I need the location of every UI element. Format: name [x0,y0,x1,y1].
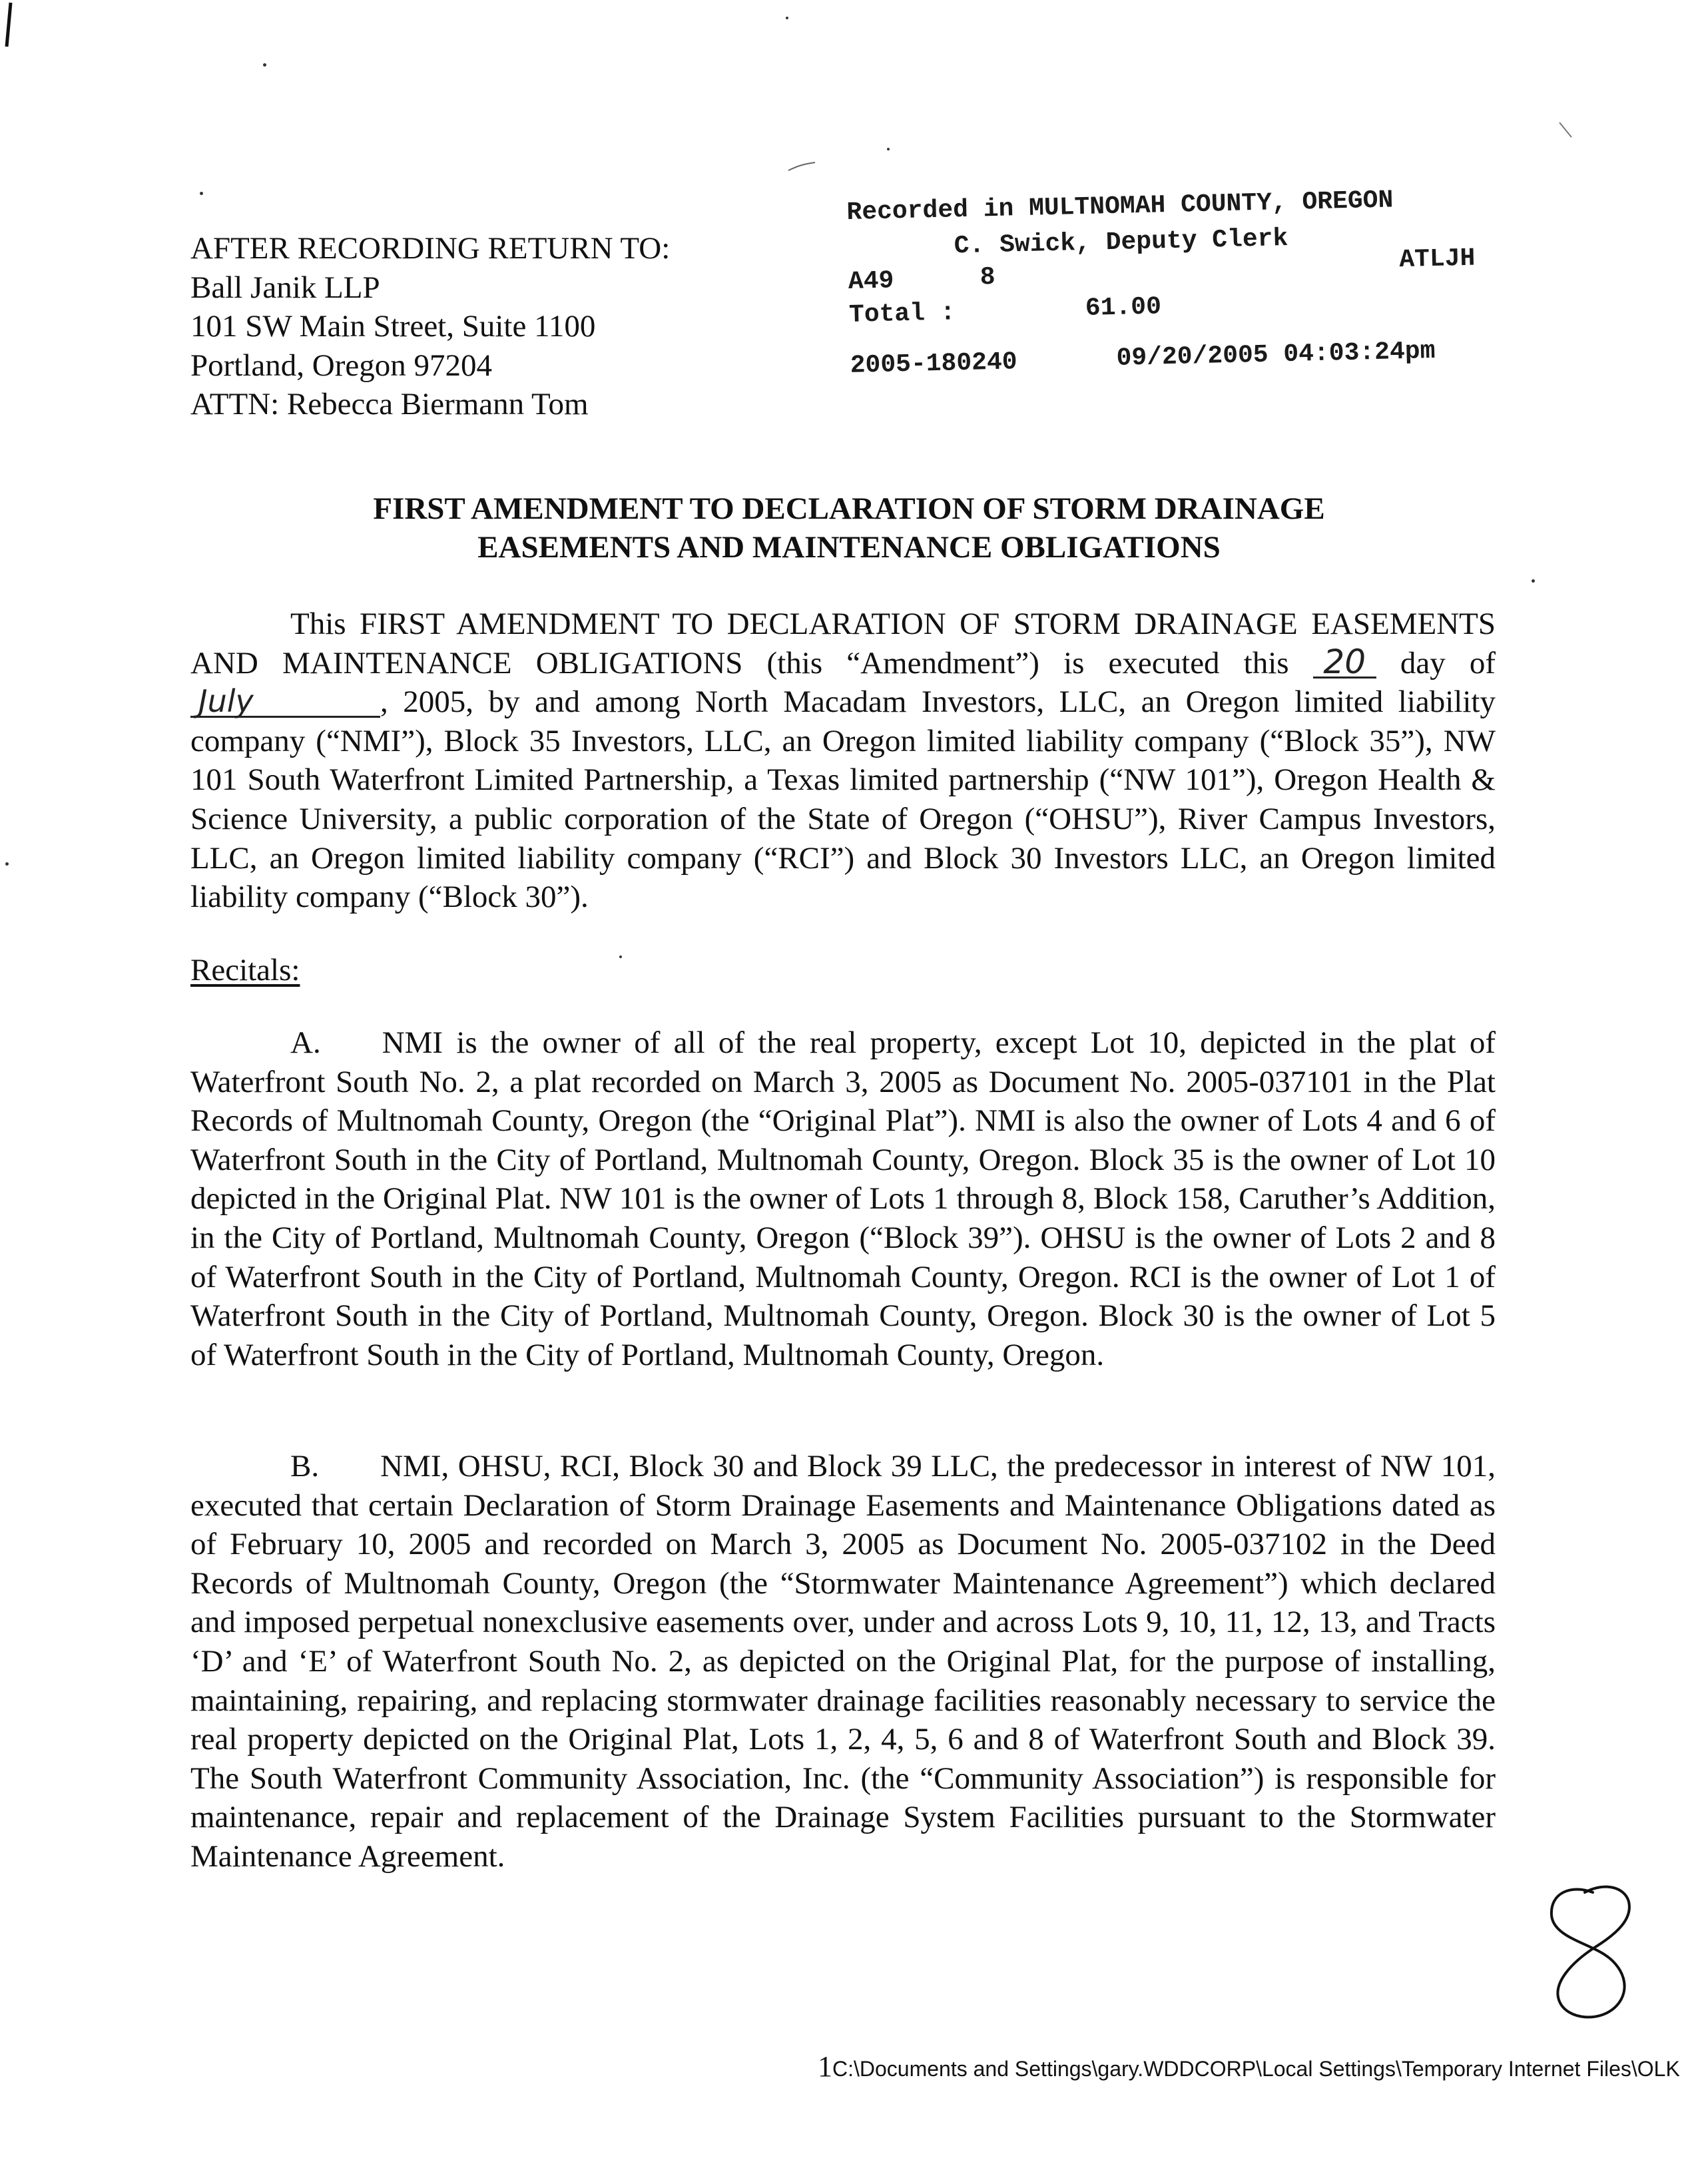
intro-paragraph [190,605,1496,917]
stamp-total-label: Total : [848,298,956,330]
scan-speck [619,956,622,958]
footer-file-path: C:\Documents and Settings\gary.WDDCORP\Local Settings\Temporary Internet Files\OLK [832,2057,1680,2081]
return-firm: Ball Janik LLP [190,270,380,305]
return-heading: AFTER RECORDING RETURN TO: [190,231,671,266]
intro-text-part3: , 2005, by and among North Macadam Investors, LLC, an Oregon limited liability company (“NMI”), Block 35 Investors, LLC, an Oregon limited liability company (“Block 35”), NW 101 South Waterfront Limited Partnership, a Texas limited partnership (“NW 101”), Oregon Health & Science University, a public corporation of the State of Oregon (“OHSU”), River Campus Investors, LLC, an Oregon limited liability company (“RCI”) and Block 30 Investors LLC, an Oregon limited liability company (“Block 30”). [190,684,1496,915]
document-title [180,489,1518,567]
scan-speck [887,148,890,150]
stamp-doc-number: 2005-180240 [850,348,1018,380]
intro-text-part1: This FIRST AMENDMENT TO DECLARATION OF STORM DRAINAGE EASEMENTS AND MAINTENANCE OBLIGATIONS (this “Amendment”) is executed this [190,607,1496,681]
scan-speck [1532,579,1535,583]
title-line-2: EASEMENTS AND MAINTENANCE OBLIGATIONS [477,530,1221,565]
footer [818,2049,1680,2083]
handwritten-page-number [1532,1878,1651,2024]
recording-stamp [846,152,1503,386]
return-city: Portland, Oregon 97204 [190,348,492,383]
recitals-heading: Recitals: [190,953,300,987]
recital-a-label: A. [290,1025,321,1060]
stamp-clerk: C. Swick, Deputy Clerk [954,224,1288,261]
scan-mark-stamp-top [786,153,839,180]
stamp-code: ATLJH [1398,244,1476,275]
return-address-block [190,229,790,424]
return-attn: ATTN: Rebecca Biermann Tom [190,387,589,421]
scan-mark-top-right [1557,120,1583,146]
recital-b [190,1447,1496,1876]
recital-a-text: NMI is the owner of all of the real property, except Lot 10, depicted in the plat of Waterfront South No. 2, a plat recorded on March 3, 2005 as Document No. 2005-037101 in the Plat Records of Multnomah County, Oregon (the “Original Plat”). NMI is also the owner of Lots 4 and 6 of Waterfront South in the City of Portland, Multnomah County, Oregon. Block 35 is the owner of Lot 10 depicted in the Original Plat. NW 101 is the owner of Lots 1 through 8, Block 158, Caruther’s Addition, in the City of Portland, Multnomah County, Oregon (“Block 39”). OHSU is the owner of Lots 2 and 8 of Waterfront South in the City of Portland, Multnomah County, Oregon. RCI is the owner of Lot 1 of Waterfront South in the City of Portland, Multnomah County, Oregon. Block 30 is the owner of Lot 5 of Waterfront South in the City of Portland, Multnomah County, Oregon. [190,1025,1496,1372]
handwritten-day: 20 [1313,647,1376,679]
scan-speck [200,192,203,195]
scan-speck [5,862,9,866]
stamp-datetime: 09/20/2005 04:03:24pm [1116,336,1436,373]
scan-mark-top-left [0,0,20,60]
footer-page-number: 1 [818,2050,832,2083]
recital-b-label: B. [290,1449,320,1484]
title-line-1: FIRST AMENDMENT TO DECLARATION OF STORM DRAINAGE [373,491,1325,526]
intro-text-part2: day of [1400,645,1496,681]
handwritten-month: July [190,686,380,718]
recital-b-text: NMI, OHSU, RCI, Block 30 and Block 39 LLC, the predecessor in interest of NW 101, executed that certain Declaration of Storm Drainage Easements and Maintenance Obligations dated as of February 10, 2005 and recorded on March 3, 2005 as Document No. 2005-037102 in the Deed Records of Multnomah County, Oregon (the “Stormwater Maintenance Agreement”) which declared and imposed perpetual nonexclusive easements over, under and across Lots 9, 10, 11, 12, 13, and Tracts ‘D’ and ‘E’ of Waterfront South No. 2, as depicted on the Original Plat, for the purpose of installing, maintaining, repairing, and replacing stormwater drainage facilities reasonably necessary to service the real property depicted on the Original Plat, Lots 1, 2, 4, 5, 6 and 8 of Waterfront South and Block 39. The South Waterfront Community Association, Inc. (the “Community Association”) is responsible for maintenance, repair and replacement of the Drainage System Facilities pursuant to the Stormwater Maintenance Agreement. [190,1449,1496,1874]
return-street: 101 SW Main Street, Suite 1100 [190,309,596,344]
recital-a [190,1023,1496,1374]
stamp-total-value: 61.00 [1085,292,1162,323]
stamp-book: A49 [848,266,894,296]
scan-speck [786,17,788,19]
scan-speck [263,63,266,67]
stamp-recorded-in: Recorded in MULTNOMAH COUNTY, OREGON [846,186,1394,227]
stamp-pages: 8 [980,262,996,292]
